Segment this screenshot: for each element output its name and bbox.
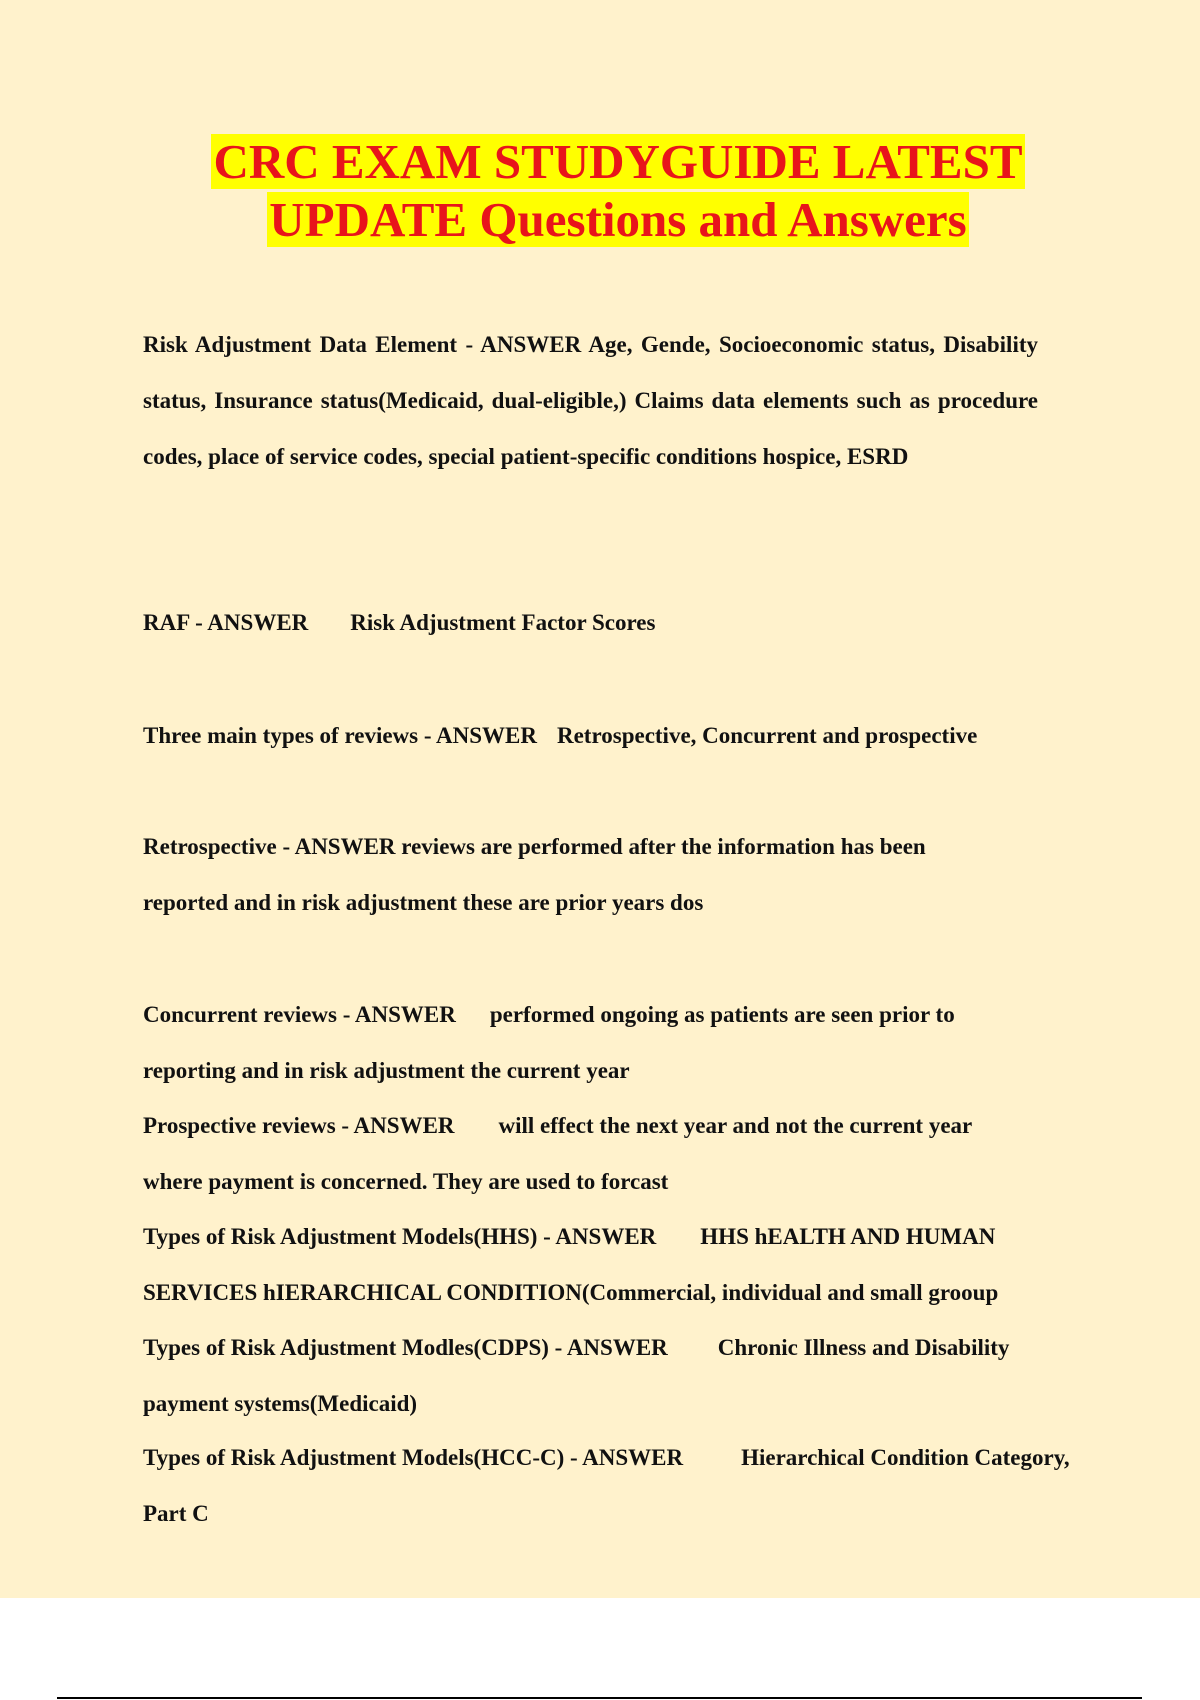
- qa-entry-risk-adjustment-data-element: [143, 317, 1038, 485]
- entry-answer: Chronic Illness and Disability payment systems(Medicaid): [143, 1335, 1010, 1416]
- entry-answer: Age, Gende, Socioeconomic status, Disability status, Insurance status(Medicaid, dual-eligible,) Claims data elements such as procedure codes, place of service codes, special patient-specific conditions hospice, ESRD: [143, 332, 1038, 469]
- document-title: [0, 133, 1200, 249]
- qa-entry-raf: [143, 595, 655, 651]
- qa-entry-models-hcc-c: [143, 1430, 1103, 1542]
- entry-answer: Risk Adjustment Factor Scores: [350, 610, 656, 635]
- title-line-2: UPDATE Questions and Answers: [269, 192, 967, 247]
- entry-answer: Hierarchical Condition Category, Part C: [143, 1445, 1070, 1526]
- qa-entry-models-cdps: [143, 1320, 1043, 1432]
- qa-entry-three-main-types: [143, 708, 977, 764]
- entry-answer: performed ongoing as patients are seen prior to reporting and in risk adjustment the current year: [143, 1002, 955, 1083]
- entry-term: Three main types of reviews - ANSWER: [143, 723, 537, 748]
- entry-term: Types of Risk Adjustment Models(HHS) - ANSWER: [143, 1224, 657, 1249]
- entry-term: Risk Adjustment Data Element - ANSWER: [143, 332, 582, 357]
- qa-entry-concurrent: [143, 987, 1023, 1099]
- entry-term: Types of Risk Adjustment Modles(CDPS) - ANSWER: [143, 1335, 668, 1360]
- entry-term: Types of Risk Adjustment Models(HCC-C) - ANSWER: [143, 1445, 684, 1470]
- entry-term: Prospective reviews - ANSWER: [143, 1113, 455, 1138]
- entry-answer: HHS hEALTH AND HUMAN SERVICES hIERARCHICAL CONDITION(Commercial, individual and small grooup: [143, 1224, 999, 1305]
- qa-entry-retrospective: [143, 819, 988, 931]
- entry-term: RAF - ANSWER: [143, 610, 309, 635]
- footer-rule: [57, 1697, 1142, 1699]
- title-line-1: CRC EXAM STUDYGUIDE LATEST: [213, 134, 1023, 189]
- entry-term: Concurrent reviews - ANSWER: [143, 1002, 456, 1027]
- entry-answer: reviews are performed after the information has been reported and in risk adjustment these are prior years dos: [143, 834, 926, 915]
- entry-term: Retrospective - ANSWER: [143, 834, 396, 859]
- entry-answer: will effect the next year and not the current year where payment is concerned. They are used to forcast: [143, 1113, 972, 1194]
- entry-answer: Retrospective, Concurrent and prospective: [556, 723, 978, 748]
- qa-entry-models-hhs: [143, 1209, 1098, 1321]
- qa-entry-prospective: [143, 1098, 1023, 1210]
